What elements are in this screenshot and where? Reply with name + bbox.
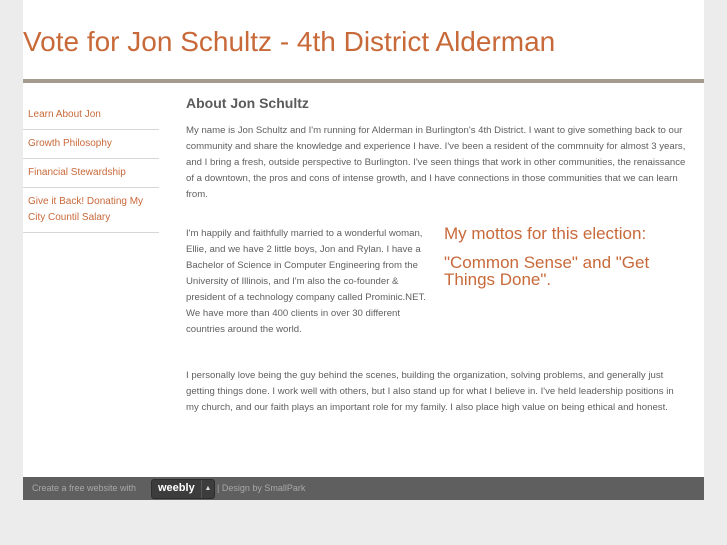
sidebar-item-learn-about-jon[interactable]: Learn About Jon bbox=[23, 101, 159, 130]
header-divider bbox=[23, 79, 704, 83]
sidebar-item-give-it-back[interactable]: Give it Back! Donating My City Countil Salary bbox=[23, 188, 159, 233]
intro-paragraph: My name is Jon Schultz and I'm running for Alderman in Burlington's 4th District. I want to give something back to our community and share the knowledge and experience I have. I've been a resident of the commnuity for almost 3 years, and I bring a fresh, outside perspective to Burlington. I've seen things that work in other communities, the renaissance of a downtown, the pros and cons of intense growth, and I have connections in those communities that we can learn from. bbox=[186, 125, 686, 200]
motto-text: "Common Sense" and "Get Things Done". bbox=[444, 253, 650, 289]
mottos-callout bbox=[444, 223, 684, 288]
weebly-badge-button[interactable] bbox=[151, 479, 215, 499]
page-heading: About Jon Schultz bbox=[186, 95, 309, 111]
footer-create-text[interactable]: Create a free website with bbox=[32, 483, 137, 493]
footer-design-credit[interactable]: | Design by SmallPark bbox=[217, 483, 306, 493]
main-content bbox=[186, 94, 686, 416]
sidebar-nav bbox=[23, 101, 159, 233]
values-paragraph: I personally love being the guy behind the scenes, building the organization, solving problems, and generally just getting things done. I work well with others, but I also stand up for what I believe in. I've held leadership positions in my church, and our faith plays an important role for my family. I also place high value on being ethical and honest. bbox=[186, 370, 674, 413]
footer-bar bbox=[23, 477, 704, 500]
motto-heading: My mottos for this election: bbox=[444, 224, 647, 243]
page-container bbox=[23, 0, 704, 500]
family-section bbox=[186, 226, 686, 346]
site-title[interactable]: Vote for Jon Schultz - 4th District Alderman bbox=[23, 26, 556, 57]
sidebar-item-financial-stewardship[interactable]: Financial Stewardship bbox=[23, 159, 159, 188]
family-paragraph: I'm happily and faithfully married to a wonderful woman, Ellie, and we have 2 little boys, Jon and Rylan. I have a Bachelor of Science in Computer Engineering from the University of Illinois, and I'm also the co-founder & president of a technology company called Prominic.NET. We have more than 400 clients in over 30 different countries around the world. bbox=[186, 228, 426, 335]
weebly-logo-label: weebly bbox=[158, 482, 195, 494]
chevron-up-icon[interactable]: ▲ bbox=[201, 480, 214, 498]
sidebar-item-growth-philosophy[interactable]: Growth Philosophy bbox=[23, 130, 159, 159]
